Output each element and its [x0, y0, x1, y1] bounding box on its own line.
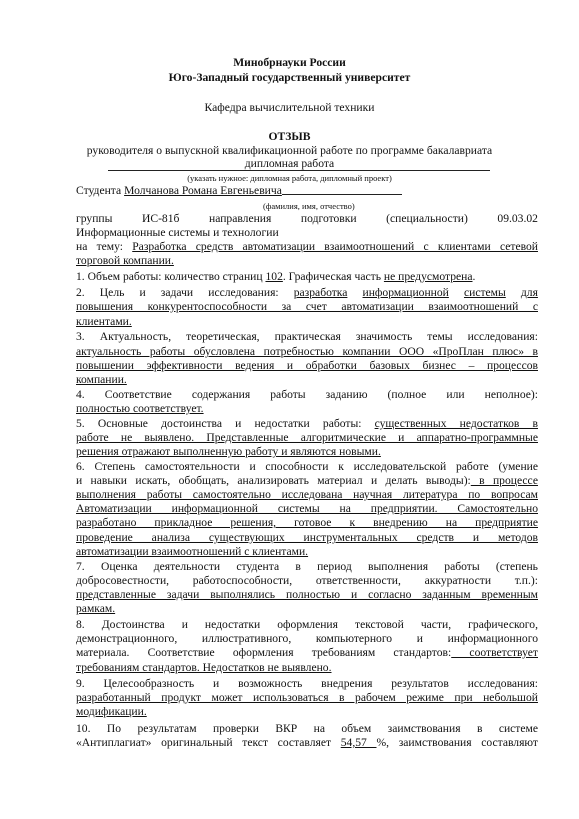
topic-text: Разработка средств автоматизации взаимоотношений с клиентами сетевой [132, 240, 538, 253]
student-name: Молчанова Романа Евгеньевича [124, 184, 282, 197]
student-label: Студента [76, 184, 122, 197]
student-line [76, 184, 402, 198]
item-1: 1. Объем работы: количество страниц 102. Графическая часть не предусмотрена. [76, 270, 476, 283]
direction-line: Информационные системы и технологии [76, 226, 279, 239]
item-8-line-1: 8. Достоинства и недостатки оформления текстовой части, графического, [76, 618, 538, 631]
item-7-line-2: добросовестности, работоспособности, ответственности, аккуратности т.п.): [76, 574, 538, 587]
topic-label: на тему: [76, 240, 123, 253]
item-2-line-1: 2. Цель и задачи исследования: разработка информационной системы для [76, 286, 538, 299]
name-hint: (фамилия, имя, отчество) [263, 201, 355, 211]
item-6-line-5: разработано прикладное решения, готовое к внедрению на предприятие [76, 516, 538, 529]
group-line: группы ИС-81б направления подготовки (специальности) 09.03.02 [76, 212, 538, 225]
item-5-line-2: работе не выявлено. Представленные алгоритмические и аппаратно-программные [76, 431, 538, 444]
item-6-line-7: автоматизации взаимоотношений с клиентами. [76, 545, 309, 558]
item-4-line-2: полностью соответствует. [76, 402, 204, 415]
item-5-line-3: решения отражают выполненную работу и являются новыми. [76, 445, 381, 458]
item-10-line-1: 10. По результатам проверки ВКР на объем заимствования в системе [76, 722, 539, 735]
item-6-line-2: и навыки искать, обобщать, анализировать материал и делать выводы): в процессе [76, 474, 538, 487]
originality-percent: 54,57 [340, 736, 377, 749]
item-9-line-3: модификации. [76, 705, 147, 718]
item-6-line-1: 6. Степень самостоятельности и способности к исследовательской работе (умение [76, 460, 538, 473]
item-6-line-4: Автоматизации информационной системы на предприятии. Самостоятельно [76, 502, 538, 515]
work-type-hint: (указать нужное: дипломная работа, дипломный проект) [187, 173, 392, 183]
item-3-line-4: компании. [76, 373, 127, 386]
item-9-line-1: 9. Целесообразность и возможность внедрения результатов исследования: [76, 677, 539, 690]
item-3-line-1: 3. Актуальность, теоретическая, практическая значимость темы исследования: [76, 330, 538, 343]
topic-line-2: торговой компании. [76, 254, 174, 267]
item-8-line-3: материала. Соответствие оформления требованиям стандартов: соответствует [76, 646, 538, 659]
item-6-line-6: проведение анализа существующих инструментальных средств и методов [76, 531, 538, 544]
ministry-heading: Минобрнауки России [233, 56, 346, 69]
item-7-line-3: представленные задачи выполнялись полностью и согласно заданным временным [76, 588, 538, 601]
item-10-line-2: «Антиплагиат» оригинальный текст составляет 54,57 %, заимствования составляют [76, 736, 538, 749]
item-2-line-2: повышения конкурентоспособности за счет автоматизации взаимоотношений с [76, 300, 538, 313]
item-8-line-4: требованиям стандартов. Недостатков не выявлено. [76, 661, 332, 674]
document-title: ОТЗЫВ [268, 130, 311, 143]
item-4-line-1: 4. Соответствие содержания работы заданию (полное или неполное): [76, 388, 538, 401]
item-2-line-3: клиентами. [76, 315, 132, 328]
university-heading: Юго-Западный государственный университет [168, 71, 411, 84]
work-type-value: дипломная работа [244, 157, 335, 170]
item-7-line-4: рамкам. [76, 602, 116, 615]
item-8-line-2: демонстрационного, иллюстративного, компьютерного и информационного [76, 632, 538, 645]
topic-line-1 [76, 240, 538, 254]
item-7-line-1: 7. Оценка деятельности студента в период выполнения работы (степень [76, 560, 538, 573]
item-3-line-2: актуальность работы обусловлена потребностью компании ООО «ПроПлан плюс» в [76, 345, 538, 358]
item-6-line-3: выполнения работы самостоятельно исследована научная литература по вопросам [76, 488, 538, 501]
document-subtitle: руководителя о выпускной квалификационной работе по программе бакалавриата [86, 144, 493, 157]
item-3-line-3: повышении эффективности ведения и обработки базовых бизнес – процессов [76, 359, 538, 372]
item-9-line-2: разработанный продукт может использоваться в рабочем режиме при небольшой [76, 691, 538, 704]
student-name-underline [282, 194, 402, 195]
item-5-line-1: 5. Основные достоинства и недостатки работы: существенных недостатков в [76, 417, 539, 430]
department-heading: Кафедра вычислительной техники [204, 101, 375, 114]
